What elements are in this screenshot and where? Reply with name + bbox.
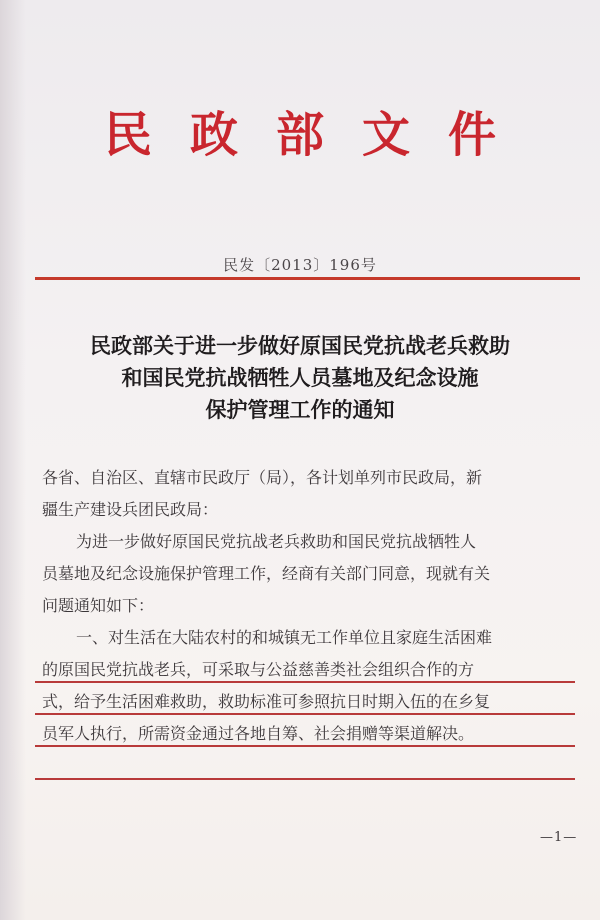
body-line-addressee: 各省、自治区、直辖市民政厅（局），各计划单列市民政局，新 bbox=[42, 468, 483, 487]
body-line-underlined: 员军人执行，所需资金通过各地自筹、社会捐赠等渠道解决。 bbox=[42, 724, 475, 743]
body-line-underlined: 式，给予生活困难救助，救助标准可参照抗日时期入伍的在乡复 bbox=[42, 692, 491, 711]
body-line-underlined: 的原国民党抗战老兵，可采取与公益慈善类社会组织合作的方 bbox=[42, 660, 475, 679]
document-number: 民发〔2013〕196号 bbox=[223, 256, 377, 274]
red-divider-rule bbox=[35, 277, 580, 280]
title-line: 民政部关于进一步做好原国民党抗战老兵救助 bbox=[90, 334, 510, 358]
red-underline-mark bbox=[35, 713, 575, 715]
page-number: —1— bbox=[540, 830, 578, 845]
body-line-underlined: 一、对生活在大陆农村的和城镇无工作单位且家庭生活困难 bbox=[76, 628, 493, 647]
red-underline-mark bbox=[35, 745, 575, 747]
document-header-title: 民政部文件 bbox=[103, 107, 534, 163]
red-underline-mark bbox=[35, 681, 575, 683]
document-title bbox=[40, 330, 560, 426]
document-body bbox=[42, 462, 572, 750]
title-line: 保护管理工作的通知 bbox=[205, 398, 395, 422]
red-underline-mark bbox=[35, 778, 575, 780]
body-line: 员墓地及纪念设施保护管理工作，经商有关部门同意，现就有关 bbox=[42, 564, 491, 583]
body-line-addressee: 疆生产建设兵团民政局： bbox=[42, 500, 219, 519]
title-line: 和国民党抗战牺牲人员墓地及纪念设施 bbox=[121, 366, 479, 390]
body-line: 为进一步做好原国民党抗战老兵救助和国民党抗战牺牲人 bbox=[76, 532, 477, 551]
body-line: 问题通知如下： bbox=[42, 596, 155, 615]
